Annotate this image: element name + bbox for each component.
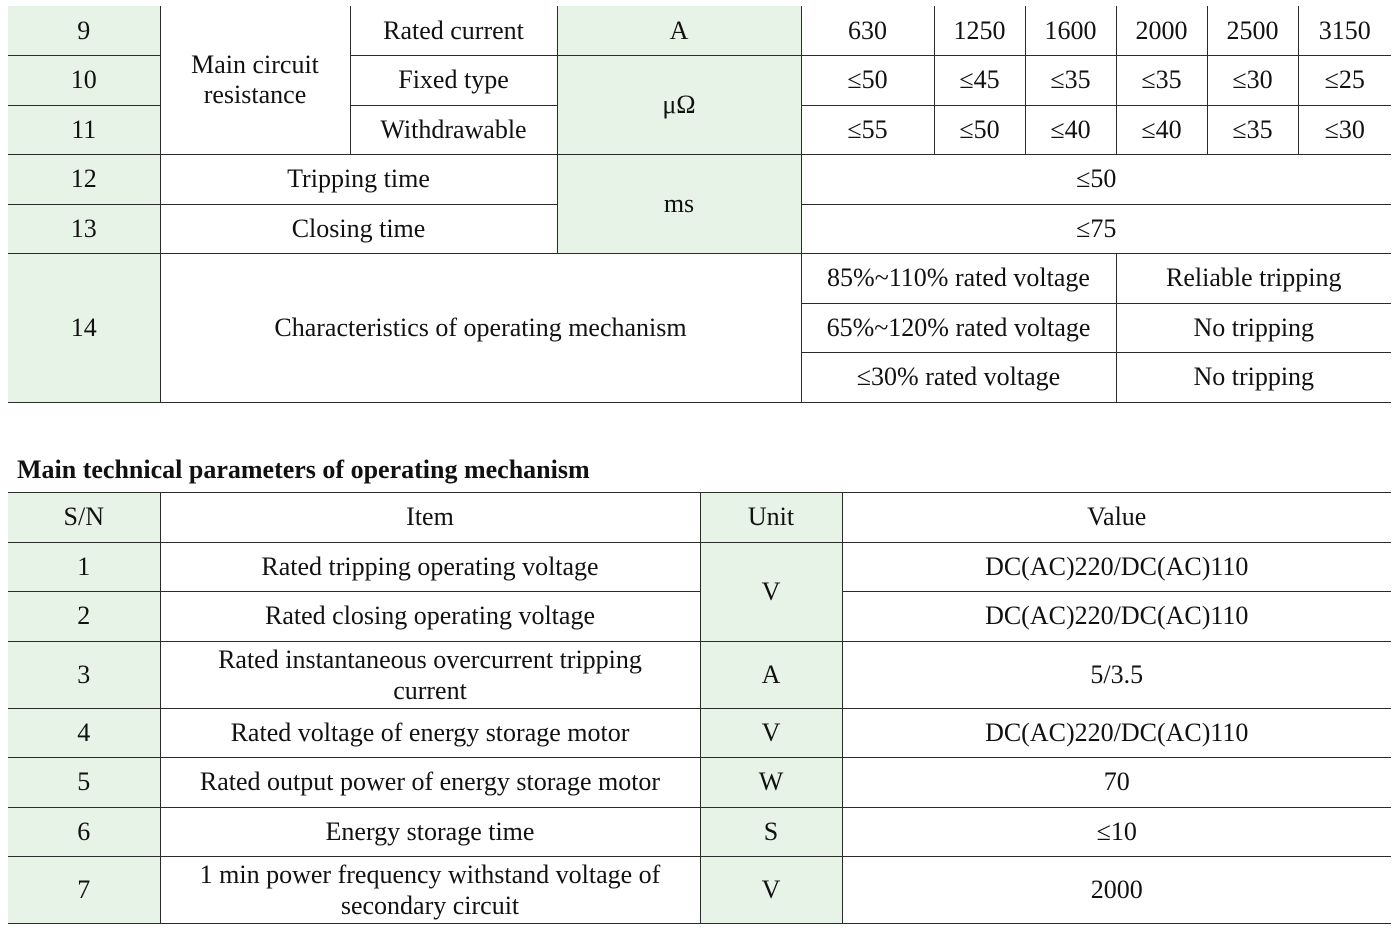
table-row [8,254,1391,304]
value-cell: ≤45 [934,56,1025,106]
value-cell: ≤50 [934,105,1025,155]
value-cell: ≤35 [1116,56,1207,106]
unit-cell: V [700,857,842,924]
item-cell: Tripping time [160,155,557,205]
group-cell: Main circuit resistance [160,6,350,155]
value-cell: ≤10 [842,807,1391,857]
sn-cell: 10 [8,56,160,106]
value-cell: ≤25 [1298,56,1391,106]
table-row [8,6,1391,56]
value-cell: ≤55 [801,105,934,155]
circuit-breaker-parameters-table [8,6,1391,403]
table-header-row [8,493,1391,543]
unit-cell: V [700,708,842,758]
table-row [8,857,1391,924]
sn-cell: 1 [8,542,160,592]
sn-cell: 9 [8,6,160,56]
sn-cell: 5 [8,758,160,808]
condition-result-cell: Reliable tripping [1116,254,1391,304]
unit-cell: A [557,6,801,56]
header-unit: Unit [700,493,842,543]
value-cell: ≤50 [801,56,934,106]
value-cell: 5/3.5 [842,641,1391,708]
table-row [8,807,1391,857]
item-cell: Rated closing operating voltage [160,592,700,642]
condition-voltage-cell: 85%~110% rated voltage [801,254,1116,304]
value-cell: 1600 [1025,6,1116,56]
value-cell: ≤40 [1025,105,1116,155]
sn-cell: 7 [8,857,160,924]
value-cell: ≤30 [1207,56,1298,106]
value-cell: 1250 [934,6,1025,56]
value-cell: ≤35 [1025,56,1116,106]
sn-cell: 6 [8,807,160,857]
table-row [8,641,1391,708]
sn-cell: 14 [8,254,160,403]
unit-cell: S [700,807,842,857]
item-cell: Rated instantaneous overcurrent tripping current [160,641,700,708]
sn-cell: 2 [8,592,160,642]
value-cell: 630 [801,6,934,56]
value-cell: DC(AC)220/DC(AC)110 [842,708,1391,758]
sn-cell: 3 [8,641,160,708]
sn-cell: 4 [8,708,160,758]
condition-result-cell: No tripping [1116,353,1391,403]
unit-cell: μΩ [557,56,801,155]
item-cell: Withdrawable [350,105,557,155]
unit-cell: W [700,758,842,808]
item-cell: Characteristics of operating mechanism [160,254,801,403]
condition-voltage-cell: ≤30% rated voltage [801,353,1116,403]
header-sn: S/N [8,493,160,543]
condition-voltage-cell: 65%~120% rated voltage [801,303,1116,353]
item-cell: Closing time [160,204,557,254]
sn-cell: 11 [8,105,160,155]
unit-cell: ms [557,155,801,254]
section-title: Main technical parameters of operating mechanism [17,455,590,484]
item-cell: Rated output power of energy storage motor [160,758,700,808]
table-row [8,758,1391,808]
item-cell: Rated current [350,6,557,56]
value-cell: ≤40 [1116,105,1207,155]
item-cell: Fixed type [350,56,557,106]
header-item: Item [160,493,700,543]
value-cell: 3150 [1298,6,1391,56]
table-row [8,592,1391,642]
sn-cell: 13 [8,204,160,254]
value-cell: ≤35 [1207,105,1298,155]
value-cell: 2500 [1207,6,1298,56]
value-cell: 70 [842,758,1391,808]
value-cell: ≤75 [801,204,1391,254]
value-cell: DC(AC)220/DC(AC)110 [842,542,1391,592]
value-cell: ≤50 [801,155,1391,205]
operating-mechanism-parameters-table [8,492,1391,924]
value-cell: DC(AC)220/DC(AC)110 [842,592,1391,642]
item-cell: 1 min power frequency withstand voltage of secondary circuit [160,857,700,924]
value-cell: ≤30 [1298,105,1391,155]
table-row [8,708,1391,758]
condition-result-cell: No tripping [1116,303,1391,353]
sn-cell: 12 [8,155,160,205]
unit-cell: V [700,542,842,641]
item-cell: Energy storage time [160,807,700,857]
item-cell: Rated voltage of energy storage motor [160,708,700,758]
unit-cell: A [700,641,842,708]
item-cell: Rated tripping operating voltage [160,542,700,592]
table-row [8,155,1391,205]
header-value: Value [842,493,1391,543]
value-cell: 2000 [1116,6,1207,56]
table-row [8,542,1391,592]
value-cell: 2000 [842,857,1391,924]
